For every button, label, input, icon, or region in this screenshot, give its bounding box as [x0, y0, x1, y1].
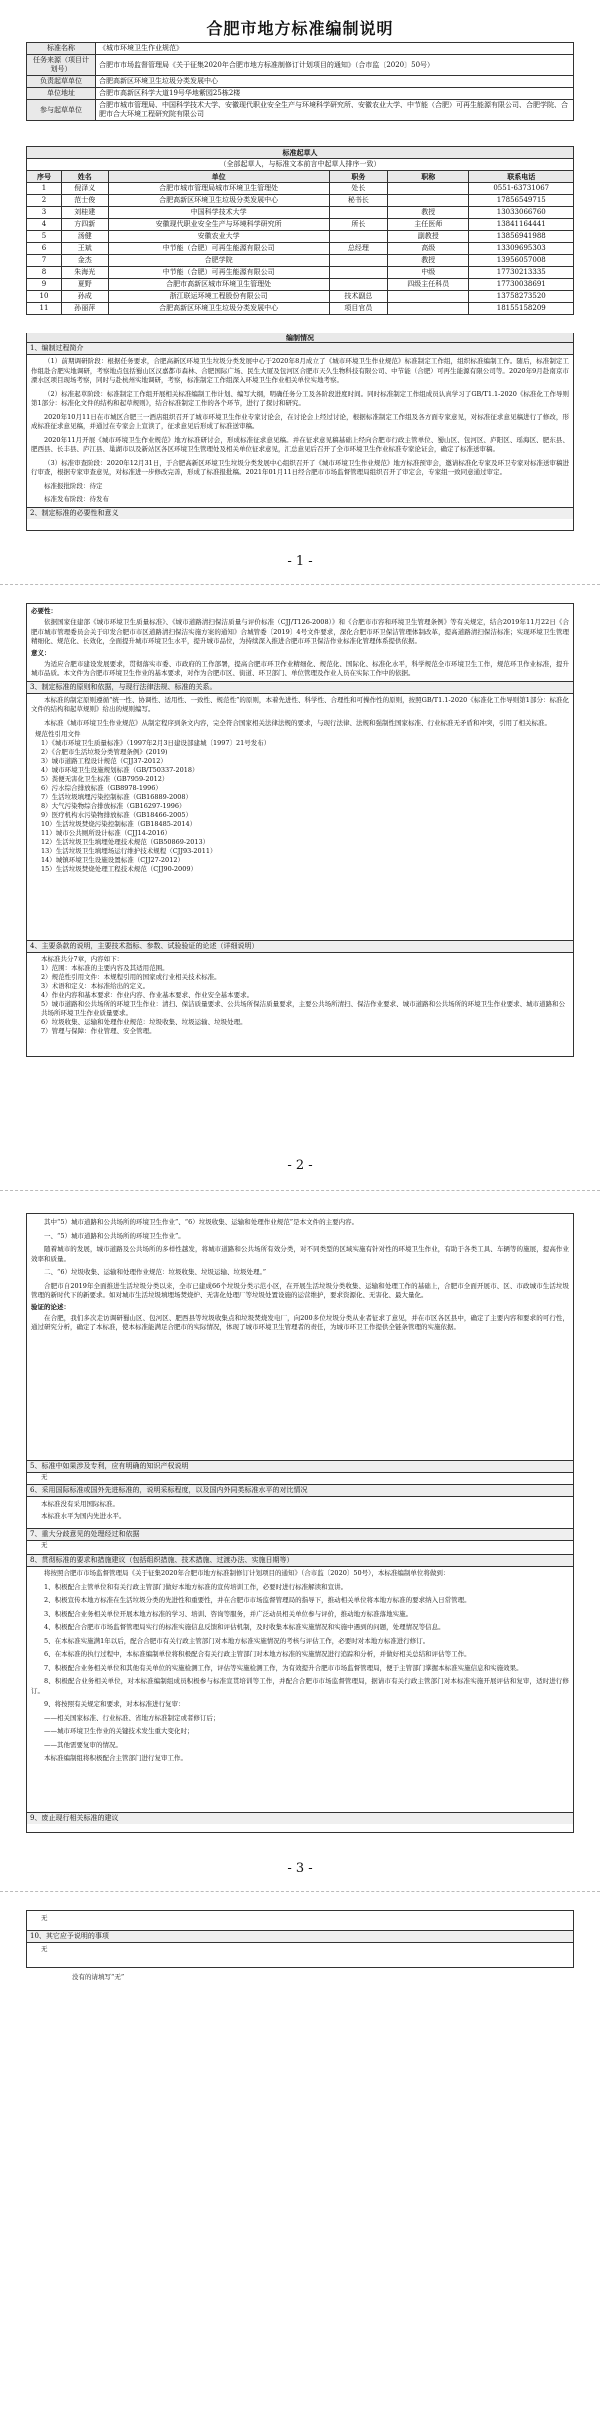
table-row	[27, 243, 574, 255]
basic-info-table	[26, 42, 574, 121]
table-cell: 教授	[387, 207, 469, 219]
section-3-paragraph: 本标准《城市环境卫生作业规范》从制定程序到条文内容，完全符合国家相关法律法规的要求，与现行法律、法规和强制性国家标准、行业标准无矛盾和冲突，引用了相关标准。	[44, 718, 551, 727]
reference-item: 5）粪便无害化卫生标准（GB7959-2012）	[41, 775, 169, 783]
column-header: 职务	[329, 171, 387, 183]
meaning-text: 为适应合肥市建设发展要求，贯彻落实市委、市政府的工作部署，提高合肥市环卫作业精细化、规范化、国际化、标准化水平，科学规范全市环境卫生工作，规范环卫作业标准，提升城市品质。本文件为合肥市环境卫生作业的基本要求，对作为合肥市区、街道、环卫部门、单位管理及作业人员在实际工作中的依据。	[27, 658, 573, 682]
section-8	[26, 1555, 574, 1813]
table-cell: 1	[27, 183, 62, 195]
page-3-paragraph: 一、“5）城市道路和公共场所的环境卫生作业”。	[44, 1231, 185, 1240]
section-5	[26, 1461, 574, 1485]
section-8-paragraph: 8、积极配合业务相关单位，对本标准编制组成员积极参与标准宣贯培训等工作，并配合合肥市市场监督管理局，据请市有关行政主管部门对本标准实施开展评估和复审，适时进行修订。	[31, 1677, 569, 1695]
table-cell: 方四新	[61, 219, 108, 231]
section-4-item: 2）规范性引用文件：本规程引用的国家或行业相关技术标准。	[41, 973, 221, 981]
reference-item: 14）城镇环境卫生设施设置标准（CJJ27-2012）	[41, 856, 184, 864]
table-row	[27, 219, 574, 231]
necessity-title: 必要性：	[31, 607, 57, 615]
table-cell	[329, 255, 387, 267]
table-cell: 中节能（合肥）可再生能源有限公司	[108, 243, 329, 255]
table-row	[27, 291, 574, 303]
reference-item: 10）生活垃圾焚烧污染控制标准（GB18485-2014）	[41, 820, 197, 828]
table-cell: 高级	[387, 243, 469, 255]
page-3-paragraph: 合肥市自2019年全面推进生活垃圾分类以来，全市已建成66个垃圾分类示范小区，在开展生活垃圾分类收集、运输和处理工作的基础上，合肥市全面开展市、区、市政城市生活垃圾管理的新时代下的新要求。如对城市生活垃圾填埋场焚烧炉、无害化处理厂等垃圾处置设施的运营维护，要求资源化、无害化、最大量化。	[31, 1281, 569, 1299]
page-number-1: - 1 -	[287, 554, 313, 569]
section-6-value-2: 本标准水平为国内先进水平。	[41, 1512, 126, 1520]
table-cell: 13758273520	[469, 291, 574, 303]
section-8-paragraph: 9、将按照有关规定和要求，对本标准进行复审：	[44, 1700, 185, 1708]
reference-item: 13）生活垃圾卫生填埋场运行维护技术规程（CJJ93-2011）	[41, 847, 217, 855]
section-4-title: 4、主要条款的说明，主要技术指标、参数、试验验证的论述（详细说明）	[27, 941, 573, 953]
table-cell	[387, 195, 469, 207]
reference-item: 6）污水综合排放标准（GB8978-1996）	[41, 784, 162, 792]
section-3-paragraph: 本标准的制定原则遵循“统一性、协调性、适用性、一致性、规范性”的原则，本着先进性、科学性、合理性和可操作性的原则，按照GB/T1.1-2020《标准化工作导则第1部分：标准化文件的结构和起草规则》给出的规则编写。	[31, 695, 569, 713]
drafters-title: 标准起草人	[27, 147, 574, 159]
table-cell: 合肥学院	[108, 255, 329, 267]
table-cell: 安徽农业大学	[108, 231, 329, 243]
document-title: 合肥市地方标准编制说明	[206, 19, 394, 38]
section-7	[26, 1529, 574, 1555]
table-cell: 0551-63731067	[469, 183, 574, 195]
section-4-item: 1）范围：本标准的主要内容及其适用范围。	[41, 964, 169, 972]
page-4-content	[26, 1910, 574, 1968]
section-8-paragraph: ——相关国家标准、行业标准、省地方标准制定或者修订后；	[44, 1713, 220, 1722]
table-cell	[387, 183, 469, 195]
table-cell: 合肥高新区环境卫生垃圾分类发展中心	[108, 195, 329, 207]
necessity-text: 依据国家住建部《城市环境卫生质量标准》、《城市道路清扫保洁质量与评价标准（CJJ/T126-2008）》和《合肥市市容和环境卫生管理条例》等有关规定，结合2019年11月22日《合肥市城市管理委员会关于印发合肥市市区道路清扫保洁实施方案的通知》合城管委〔2019〕4号文件要求，深化合肥市环卫保洁管理体制改革，提高道路清扫保洁标准；实现环境卫生管理精细化、规范化、长效化，全面提升城市环境卫生水平，提升城市品位，为持续深入推进合肥市环卫保洁作业标准化管理体系提供依据。	[31, 618, 569, 645]
section-9-title: 9、废止现行相关标准的建议	[27, 1813, 573, 1824]
table-cell: 副教授	[387, 231, 469, 243]
table-cell: 合肥市高新区城市环境卫生管理处	[108, 279, 329, 291]
section-8-paragraph: 5、在本标准实施满1年以后，配合合肥市有关行政主管部门对本地方标准实施情况的考核与评估工作，必要时对本地方标准进行修订。	[44, 1636, 430, 1645]
page-2-content	[26, 603, 574, 941]
table-row	[27, 255, 574, 267]
table-cell	[329, 279, 387, 291]
section-10-value: 无	[41, 1945, 48, 1953]
references-title: 规范性引用文件	[35, 730, 81, 738]
section-1-paragraph: （2）标准起草阶段：标准制定工作组开展相关标准编制工作计划、编写大纲，明确任务分工及各阶段进度时间。同时标准制定工作组成员认真学习了GB/T1.1-2020《标准化工作导则第1部分：标准化文件的结构和起草规则》，结合标准制定工作的各个环节，进行了探讨和研究。	[31, 389, 569, 407]
table-row	[27, 183, 574, 195]
reference-item: 11）城市公共厕所设计标准（CJJ14-2016）	[41, 829, 171, 837]
table-cell: 18155158209	[469, 303, 574, 315]
verification-title: 验证的论述：	[31, 1302, 70, 1311]
table-cell: 孙丽萍	[61, 303, 108, 315]
page-separator	[0, 584, 600, 585]
table-cell: 刘桂建	[61, 207, 108, 219]
page-3-paragraph: 二、“6）垃圾收集、运输和处理作业规范：垃圾收集、垃圾运输、垃圾处理。”	[44, 1268, 267, 1276]
table-cell: 浙江联运环境工程股份有限公司	[108, 291, 329, 303]
table-cell	[387, 291, 469, 303]
section-8-paragraph: 2、积极宣传本地方标准在生活垃圾分类的先进性和重要性，并在合肥市市场监督管理局的指导下，推动相关单位将本地方标准的要求纳入日常管理。	[44, 1596, 471, 1604]
table-cell: 3	[27, 207, 62, 219]
info-label: 单位地址	[27, 88, 96, 100]
reference-item: 1）《城市环境卫生质量标准》（1997年2月3日建设部建城〔1997〕21号发布）	[41, 739, 271, 747]
page-3-paragraph: 随着城市的发展，城市道路及公共场所的多样性越发，将城市道路和公共场所有效分类，对不同类型的区域实施有针对性的环境卫生作业，有助于各类工具、车辆等的施展，提高作业效率和质量。	[31, 1245, 569, 1263]
table-cell: 17856549715	[469, 195, 574, 207]
section-1-paragraph: （3）标准审查阶段：2020年12月31日，于合肥高新区环境卫生垃圾分类发展中心组织召开了《城市环境卫生作业规范》地方标准预审会，邀请标准化专家及环卫专家对标准送审稿进行审查，根据专家审查意见，对标准进一步修改完善，形成了标准报批稿。2021年01月11日经合肥市市场监督管理局组织召开了审定会，专家组一致同意通过审定。	[31, 458, 569, 476]
section-8-paragraph: ——城市环境卫生作业的关键技术发生重大变化时；	[44, 1727, 194, 1735]
table-cell: 10	[27, 291, 62, 303]
info-row	[27, 43, 574, 55]
info-value: 合肥市市场监督管理局《关于征集2020年合肥市地方标准制修订计划项目的通知》（合市监〔2020〕50号）	[96, 55, 574, 76]
drafters-subtitle: （全部起草人，与标准文本前言中起草人排序一致）	[27, 159, 574, 171]
table-cell: 教授	[387, 255, 469, 267]
table-cell: 9	[27, 279, 62, 291]
section-4-item: 本标准共分7章，内容如下：	[41, 955, 124, 963]
table-cell: 合肥高新区环境卫生垃圾分类发展中心	[108, 303, 329, 315]
info-row	[27, 88, 574, 100]
table-cell: 8	[27, 267, 62, 279]
table-cell	[329, 207, 387, 219]
section-8-paragraph: 7、积极配合业务相关单位和其他有关单位的实施检测工作，评估等实施检测工作，为有效提升合肥市市场监督管理局，便于主管部门掌握本标准实施信息和实施效果。	[44, 1663, 523, 1672]
column-header: 姓名	[61, 171, 108, 183]
reference-item: 8）大气污染物综合排放标准（GB16297-1996）	[41, 802, 186, 810]
table-cell: 6	[27, 243, 62, 255]
table-cell: 13309695303	[469, 243, 574, 255]
page-separator	[0, 1891, 600, 1892]
section-1-paragraph: 2020年11月开展《城市环境卫生作业规范》地方标准研讨会，形成标准征求意见稿。并在征求意见稿基础上经向合肥市行政主管单位、蜀山区、包河区、庐阳区、瑶海区、肥东县、肥西县、长丰县、庐江县、巢湖市以及新站区各区环境卫生管理处及相关单位征求意见，汇总意见后召开了全市环境卫生作业标准专家论证会，确定了标准送审稿。	[31, 435, 569, 453]
table-row	[27, 303, 574, 315]
section-4-item: 5）城市道路和公共场所的环境卫生作业：清扫、保洁质量要求、公共场所保洁质量要求，主要公共场所清扫、保洁作业要求、城市道路和公共场所的环境卫生作业要求、城市道路和公共场所环境卫生作业质量要求。	[41, 1000, 566, 1017]
info-label: 任务来源（项目计划号）	[27, 55, 96, 76]
reference-item: 4）城市环境卫生设施规划标准（GB/T50337-2018）	[41, 766, 199, 774]
section-8-paragraph: 6、在本标准的执行过程中，本标准编制单位将积极配合有关行政主管部门对本地方标准的实施情况进行追踪和分析，并做好相关总结和评估等工作。	[44, 1650, 471, 1658]
page-3-content	[26, 1213, 574, 1461]
table-cell: 13956057008	[469, 255, 574, 267]
table-cell: 朱海光	[61, 267, 108, 279]
table-cell: 主任医师	[387, 219, 469, 231]
table-cell: 安徽现代职业安全生产与环境科学研究所	[108, 219, 329, 231]
section-1-paragraph: 标准发布阶段：待发布	[44, 495, 109, 503]
section-1-paragraph: 标准报批阶段：待定	[44, 481, 103, 490]
section-9	[26, 1813, 574, 1833]
table-cell: 汤健	[61, 231, 108, 243]
reference-item: 12）生活垃圾卫生填埋处理技术规范（GB50869-2013）	[41, 838, 210, 846]
table-cell: 17730213335	[469, 267, 574, 279]
page-separator	[0, 1190, 600, 1191]
table-row	[27, 195, 574, 207]
table-cell: 中国科学技术大学	[108, 207, 329, 219]
section-9-value: 无	[27, 1911, 573, 1931]
section-8-paragraph: 本标准编制组将积极配合主管部门进行复审工作。	[44, 1754, 187, 1762]
column-header: 职称	[387, 171, 469, 183]
situation-section-1	[26, 333, 574, 531]
section-8-title: 8、贯彻标准的要求和措施建议（包括组织措施、技术措施、过渡办法、实施日期等）	[27, 1555, 573, 1567]
table-row	[27, 231, 574, 243]
table-cell: 合肥市城市管理局城市环境卫生管理处	[108, 183, 329, 195]
table-cell	[387, 303, 469, 315]
section-4-item: 4）作业内容和基本要求：作业内容、作业基本要求、作业安全基本要求。	[41, 991, 254, 999]
table-cell: 中节能（合肥）可再生能源有限公司	[108, 267, 329, 279]
reference-item: 9）医疗机构水污染物排放标准（GB18466-2005）	[41, 811, 193, 819]
verification-text: 在合肥，我们多次走访调研蜀山区、包河区、肥西县等垃圾收集点和垃圾焚烧发电厂，向200多位垃圾分类从业者征求了意见，并在市区各区县中，确定了主要内容和要求的可行性，通过研究分析，确定了本标准，使本标准能满足合肥市的实际情况，体现了城市环境卫生管理者的责任，为城市环卫工作提供全链条管理的实施依据。	[31, 1313, 569, 1331]
section-8-paragraph: 1、积极配合主管单位和有关行政主管部门做好本地方标准的宣传培训工作，必要时进行标准解读和宣讲。	[44, 1582, 348, 1591]
page-number-3: - 3 -	[287, 1861, 313, 1876]
table-cell: 技术副总	[329, 291, 387, 303]
situation-title: 编制情况	[27, 333, 573, 343]
section-1-title: 1、编制过程简介	[27, 343, 573, 355]
info-label: 参与起草单位	[27, 100, 96, 121]
reference-item: 7）生活垃圾填埋污染控制标准（GB16889-2008）	[41, 793, 193, 801]
table-cell: 17730038691	[469, 279, 574, 291]
column-header: 序号	[27, 171, 62, 183]
table-cell: 13033066760	[469, 207, 574, 219]
section-6	[26, 1485, 574, 1529]
section-1-paragraph: （1）前期调研阶段：根据任务要求，合肥高新区环境卫生垃圾分类发展中心于2020年8月成立了《城市环境卫生作业规范》标准制定工作组，组织标准编制工作。随后，标准制定工作组赴合肥实地调研，考察地点包括蜀山区汉嘉都市森林、合肥国际广场、民生大厦及包河区合肥市天久生物科技有限公司、中节能（合肥）可再生能源有限公司等。2020年9月赴南京市溧水区项目现场考察，同时与赴杭州实地调研，考察，标准制定工作组深入环境卫生作业相关单位实地考察。	[31, 357, 569, 384]
column-header: 联系电话	[469, 171, 574, 183]
section-8-paragraph: 4、积极配合合肥市市场监督管理局实行的标准实施信息反馈和评估机制，及时收集本标准实施情况和实施中遇到的问题，处理情况等信息。	[44, 1623, 445, 1631]
section-8-paragraph: ——其他需要复审的情况。	[44, 1740, 122, 1749]
section-10-title: 10、其它应予说明的事项	[27, 1931, 573, 1943]
info-row	[27, 76, 574, 88]
info-value: 合肥市高新区科学大道19号华地紫园25栋2楼	[96, 88, 574, 100]
section-6-value-1: 本标准没有采用国际标准。	[41, 1500, 119, 1508]
drafters-table	[26, 146, 574, 315]
table-cell: 5	[27, 231, 62, 243]
reference-item: 15）生活垃圾焚烧处理工程技术规范（CJJ90-2009）	[41, 865, 197, 873]
meaning-title: 意义：	[31, 648, 51, 657]
footnote: 没有的请填写“无”	[72, 1973, 125, 1981]
table-cell	[329, 231, 387, 243]
table-cell: 倪泽义	[61, 183, 108, 195]
section-4-item: 7）管理与保障：作业管理、安全管理。	[41, 1027, 156, 1035]
table-cell: 13841164441	[469, 219, 574, 231]
table-cell	[329, 267, 387, 279]
info-label: 标准名称	[27, 43, 96, 55]
table-cell: 秘书长	[329, 195, 387, 207]
table-cell: 7	[27, 255, 62, 267]
info-value: 《城市环境卫生作业规范》	[96, 43, 574, 55]
info-label: 负责起草单位	[27, 76, 96, 88]
table-cell: 总经理	[329, 243, 387, 255]
section-5-value: 无	[41, 1473, 48, 1481]
section-6-title: 6、采用国际标准或国外先进标准的，说明采标程度，以及国内外同类标准水平的对比情况	[27, 1485, 573, 1497]
table-cell: 所长	[329, 219, 387, 231]
reference-item: 3）城市道路工程设计规范（CJJ37-2012）	[41, 757, 167, 765]
section-4-item: 3）术语和定义：本标准给出的定义。	[41, 982, 150, 990]
table-cell: 项目官员	[329, 303, 387, 315]
table-cell: 夏野	[61, 279, 108, 291]
table-row	[27, 279, 574, 291]
table-cell: 中级	[387, 267, 469, 279]
table-cell: 11	[27, 303, 62, 315]
column-header: 单位	[108, 171, 329, 183]
table-cell: 13856941988	[469, 231, 574, 243]
section-4	[26, 941, 574, 1057]
table-cell: 王斌	[61, 243, 108, 255]
section-1-paragraph: 2020年10月11日在市城区合肥三一酒店组织召开了城市环境卫生作业专家讨论会，在讨论会上经过讨论，根据标准制定工作组及各方面专家意见，对标准征求意见稿进行了修改，形成标准征求意见稿，并通过在专家会上宣读了，征求意见后形成了标准送审稿。	[31, 412, 569, 430]
section-7-value: 无	[41, 1541, 48, 1549]
table-row	[27, 267, 574, 279]
info-value: 合肥高新区环境卫生垃圾分类发展中心	[96, 76, 574, 88]
section-8-paragraph: 将按照合肥市市场监督管理局《关于征集2020年合肥市地方标准制修订计划项目的通知》（合市监〔2020〕50号），本标准编制单位将做到：	[44, 1569, 450, 1577]
section-3-title: 3、制定标准的原则和依据，与现行法律法规、标准的关系。	[27, 682, 573, 694]
table-cell: 孙成	[61, 291, 108, 303]
reference-item: 2）《合肥市生活垃圾分类管理条例》(2019)	[41, 748, 168, 756]
section-5-title: 5、标准中如果涉及专利，应有明确的知识产权说明	[27, 1461, 573, 1473]
info-value: 合肥市城市管理局、中国科学技术大学、安徽现代职业安全生产与环境科学研究所、安徽农业大学、中节能（合肥）可再生能源有限公司、合肥学院、合肥市合大环境工程研究院有限公司	[96, 100, 574, 121]
table-row	[27, 207, 574, 219]
section-4-item: 6）垃圾收集、运输和处理作业规范：垃圾收集、垃圾运输、垃圾处理。	[41, 1018, 247, 1026]
info-row	[27, 100, 574, 121]
section-7-title: 7、重大分歧意见的处理经过和依据	[27, 1529, 573, 1541]
table-cell: 处长	[329, 183, 387, 195]
table-cell: 四级主任科员	[387, 279, 469, 291]
section-2-title: 2、制定标准的必要性和意义	[27, 507, 573, 519]
table-cell: 2	[27, 195, 62, 207]
page-3-paragraph: 其中“5）城市道路和公共场所的环境卫生作业”、“6）垃圾收集、运输和处理作业规范”是本文件的主要内容。	[44, 1218, 359, 1226]
table-cell: 范士俊	[61, 195, 108, 207]
drafters-header-row	[27, 171, 574, 183]
table-cell: 金杰	[61, 255, 108, 267]
info-row	[27, 55, 574, 76]
table-cell: 4	[27, 219, 62, 231]
page-number-2: - 2 -	[287, 1158, 313, 1173]
section-8-paragraph: 3、积极配合业务相关单位开展本地方标准的学习、培训、咨询等服务，并广泛动员相关单位参与评价，推动地方标准落地实施。	[44, 1609, 413, 1618]
